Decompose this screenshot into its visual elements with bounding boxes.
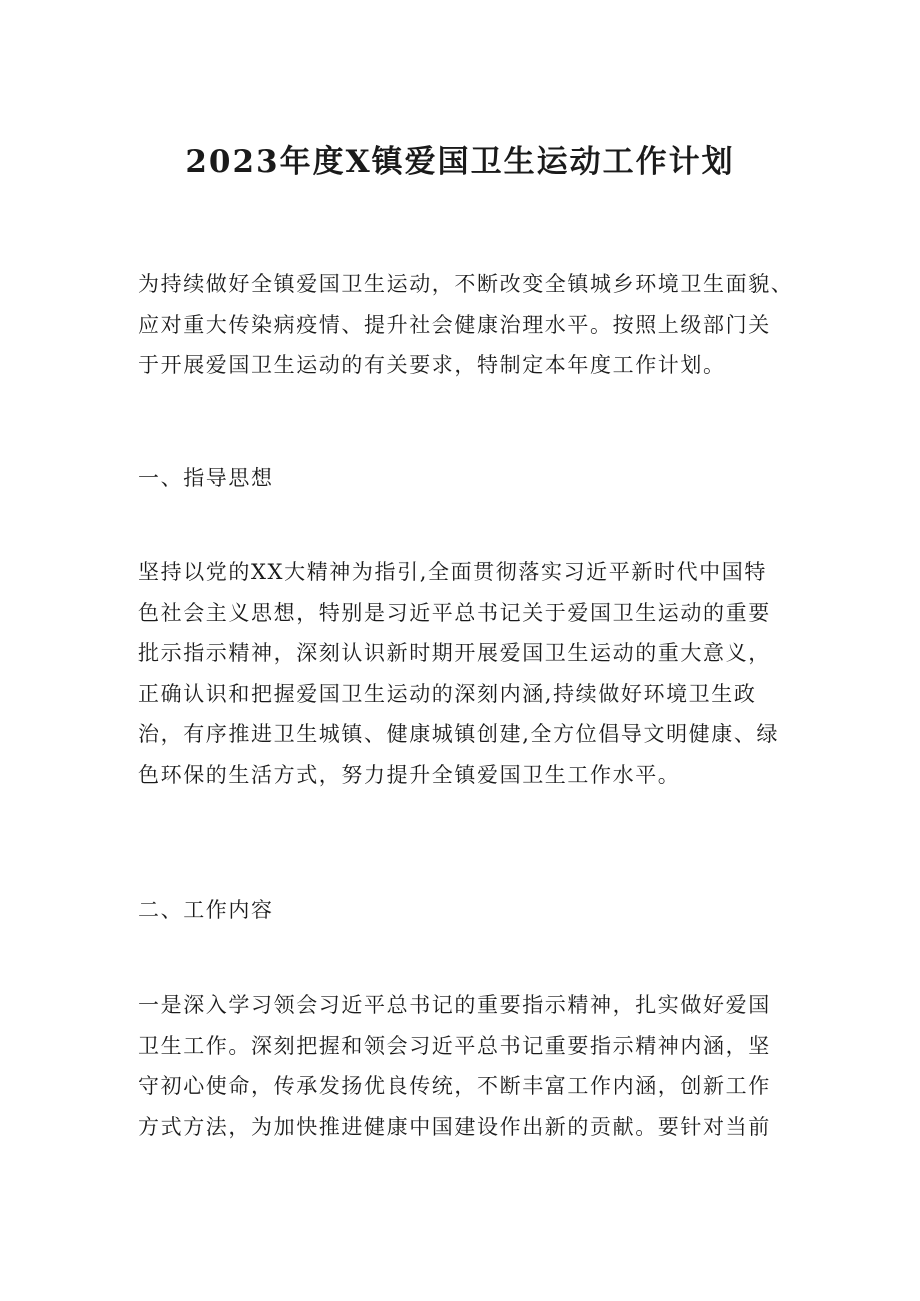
paragraph-line: 卫生工作。深刻把握和领会习近平总书记重要指示精神内涵，坚 <box>138 1033 771 1058</box>
paragraph-line: 于开展爱国卫生运动的有关要求，特制定本年度工作计划。 <box>138 353 726 377</box>
paragraph-line: 批示指示精神，深刻认识新时期开展爱国卫生运动的重大意义， <box>138 641 771 665</box>
work-content-paragraph <box>138 985 808 1147</box>
paragraph-line: 守初心使命，传承发扬优良传统，不断丰富工作内涵，创新工作 <box>138 1074 771 1098</box>
paragraph-line: 正确认识和把握爱国卫生运动的深刻内涵,持续做好环境卫生政 <box>138 681 757 706</box>
paragraph-line: 为持续做好全镇爱国卫生运动，不断改变全镇城乡环境卫生面貌、 <box>138 272 794 296</box>
section-heading-guiding-ideology: 一、指导思想 <box>138 466 274 490</box>
section-heading-work-content: 二、工作内容 <box>138 898 274 922</box>
intro-paragraph <box>138 264 808 386</box>
paragraph-line: 一是深入学习领会习近平总书记的重要指示精神，扎实做好爱国 <box>138 993 771 1017</box>
paragraph-line: 治，有序推进卫生城镇、健康城镇创建,全方位倡导文明健康、绿 <box>138 722 780 746</box>
paragraph-line: 坚持以党的XX大精神为指引,全面贯彻落实习近平新时代中国特 <box>138 560 767 584</box>
paragraph-line: 色环保的生活方式，努力提升全镇爱国卫生工作水平。 <box>138 762 681 787</box>
document-title: 2023年度X镇爱国卫生运动工作计划 <box>185 144 735 180</box>
paragraph-line: 色社会主义思想，特别是习近平总书记关于爱国卫生运动的重要 <box>138 600 771 625</box>
guiding-ideology-paragraph <box>138 552 808 795</box>
paragraph-line: 应对重大传染病疫情、提升社会健康治理水平。按照上级部门关 <box>138 312 771 337</box>
paragraph-line: 方式方法，为加快推进健康中国建设作出新的贡献。要针对当前 <box>138 1114 771 1139</box>
